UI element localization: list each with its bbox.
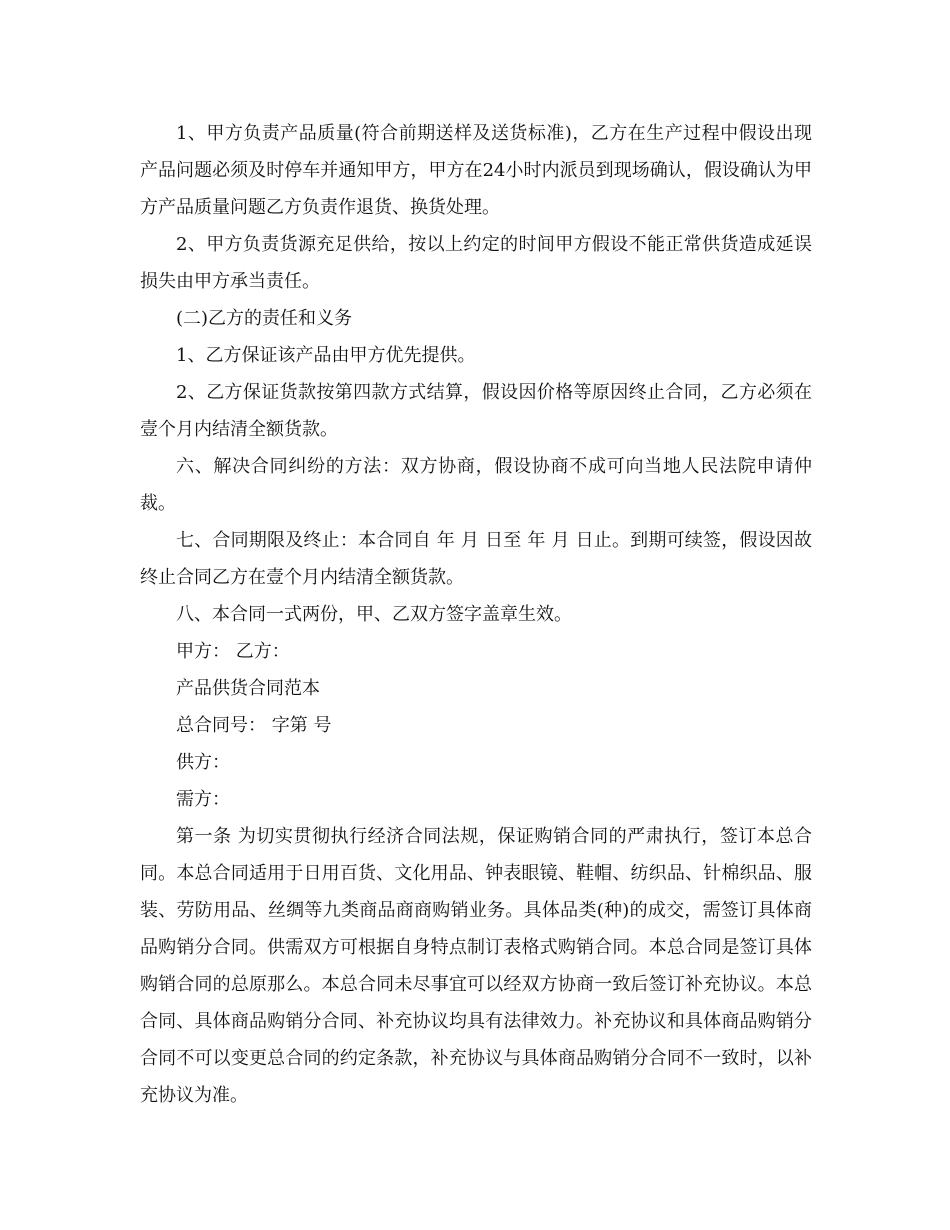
signature-line: 甲方： 乙方： — [176, 641, 290, 662]
section-heading-party-b-duties: (二)乙方的责任和义务 — [176, 308, 353, 329]
clause-party-b-payment: 2、乙方保证货款按第四款方式结算，假设因价格等原因终止合同，乙方必须在壹个月内结清全额货款。 — [140, 382, 812, 440]
clause-party-a-supply: 2、甲方负责货源充足供给，按以上约定的时间甲方假设不能正常供货造成延误损失由甲方承当责任。 — [140, 234, 812, 292]
contract-number-line: 总合同号： 字第 号 — [176, 715, 332, 736]
article-one: 第一条 为切实贯彻执行经济合同法规，保证购销合同的严肃执行，签订本总合同。本总合同适用于日用百货、文化用品、钟表眼镜、鞋帽、纺织品、针棉织品、服装、劳防用品、丝绸等九类商品商商购销业务。具体品类(种)的成交，需签订具体商品购销分合同。供需双方可根据自身特点制订表格式购销合同。本总合同是签订具体购销合同的总原那么。本总合同未尽事宜可以经双方协商一致后签订补充协议。本总合同、具体商品购销分合同、补充协议均具有法律效力。补充协议和具体商品购销分合同不可以变更总合同的约定条款，补充协议与具体商品购销分合同不一致时，以补充协议为准。 — [140, 826, 812, 1106]
supplier-line: 供方： — [176, 752, 230, 773]
clause-copies-effect: 八、本合同一式两份，甲、乙双方签字盖章生效。 — [176, 604, 572, 625]
clause-dispute-resolution: 六、解决合同纠纷的方法：双方协商，假设协商不成可向当地人民法院申请仲裁。 — [140, 456, 812, 514]
clause-party-a-quality: 1、甲方负责产品质量(符合前期送样及送货标准)，乙方在生产过程中假设出现产品问题必须及时停车并通知甲方，甲方在24小时内派员到现场确认，假设确认为甲方产品质量问题乙方负责作退货、换货处理。 — [140, 123, 812, 218]
buyer-line: 需方： — [176, 789, 230, 810]
clause-party-b-priority: 1、乙方保证该产品由甲方优先提供。 — [176, 345, 476, 366]
document-title: 产品供货合同范本 — [176, 678, 320, 699]
clause-term-termination: 七、合同期限及终止：本合同自 年 月 日至 年 月 日止。到期可续签，假设因故终止合同乙方在壹个月内结清全额货款。 — [140, 530, 812, 588]
document-body — [140, 115, 812, 1114]
